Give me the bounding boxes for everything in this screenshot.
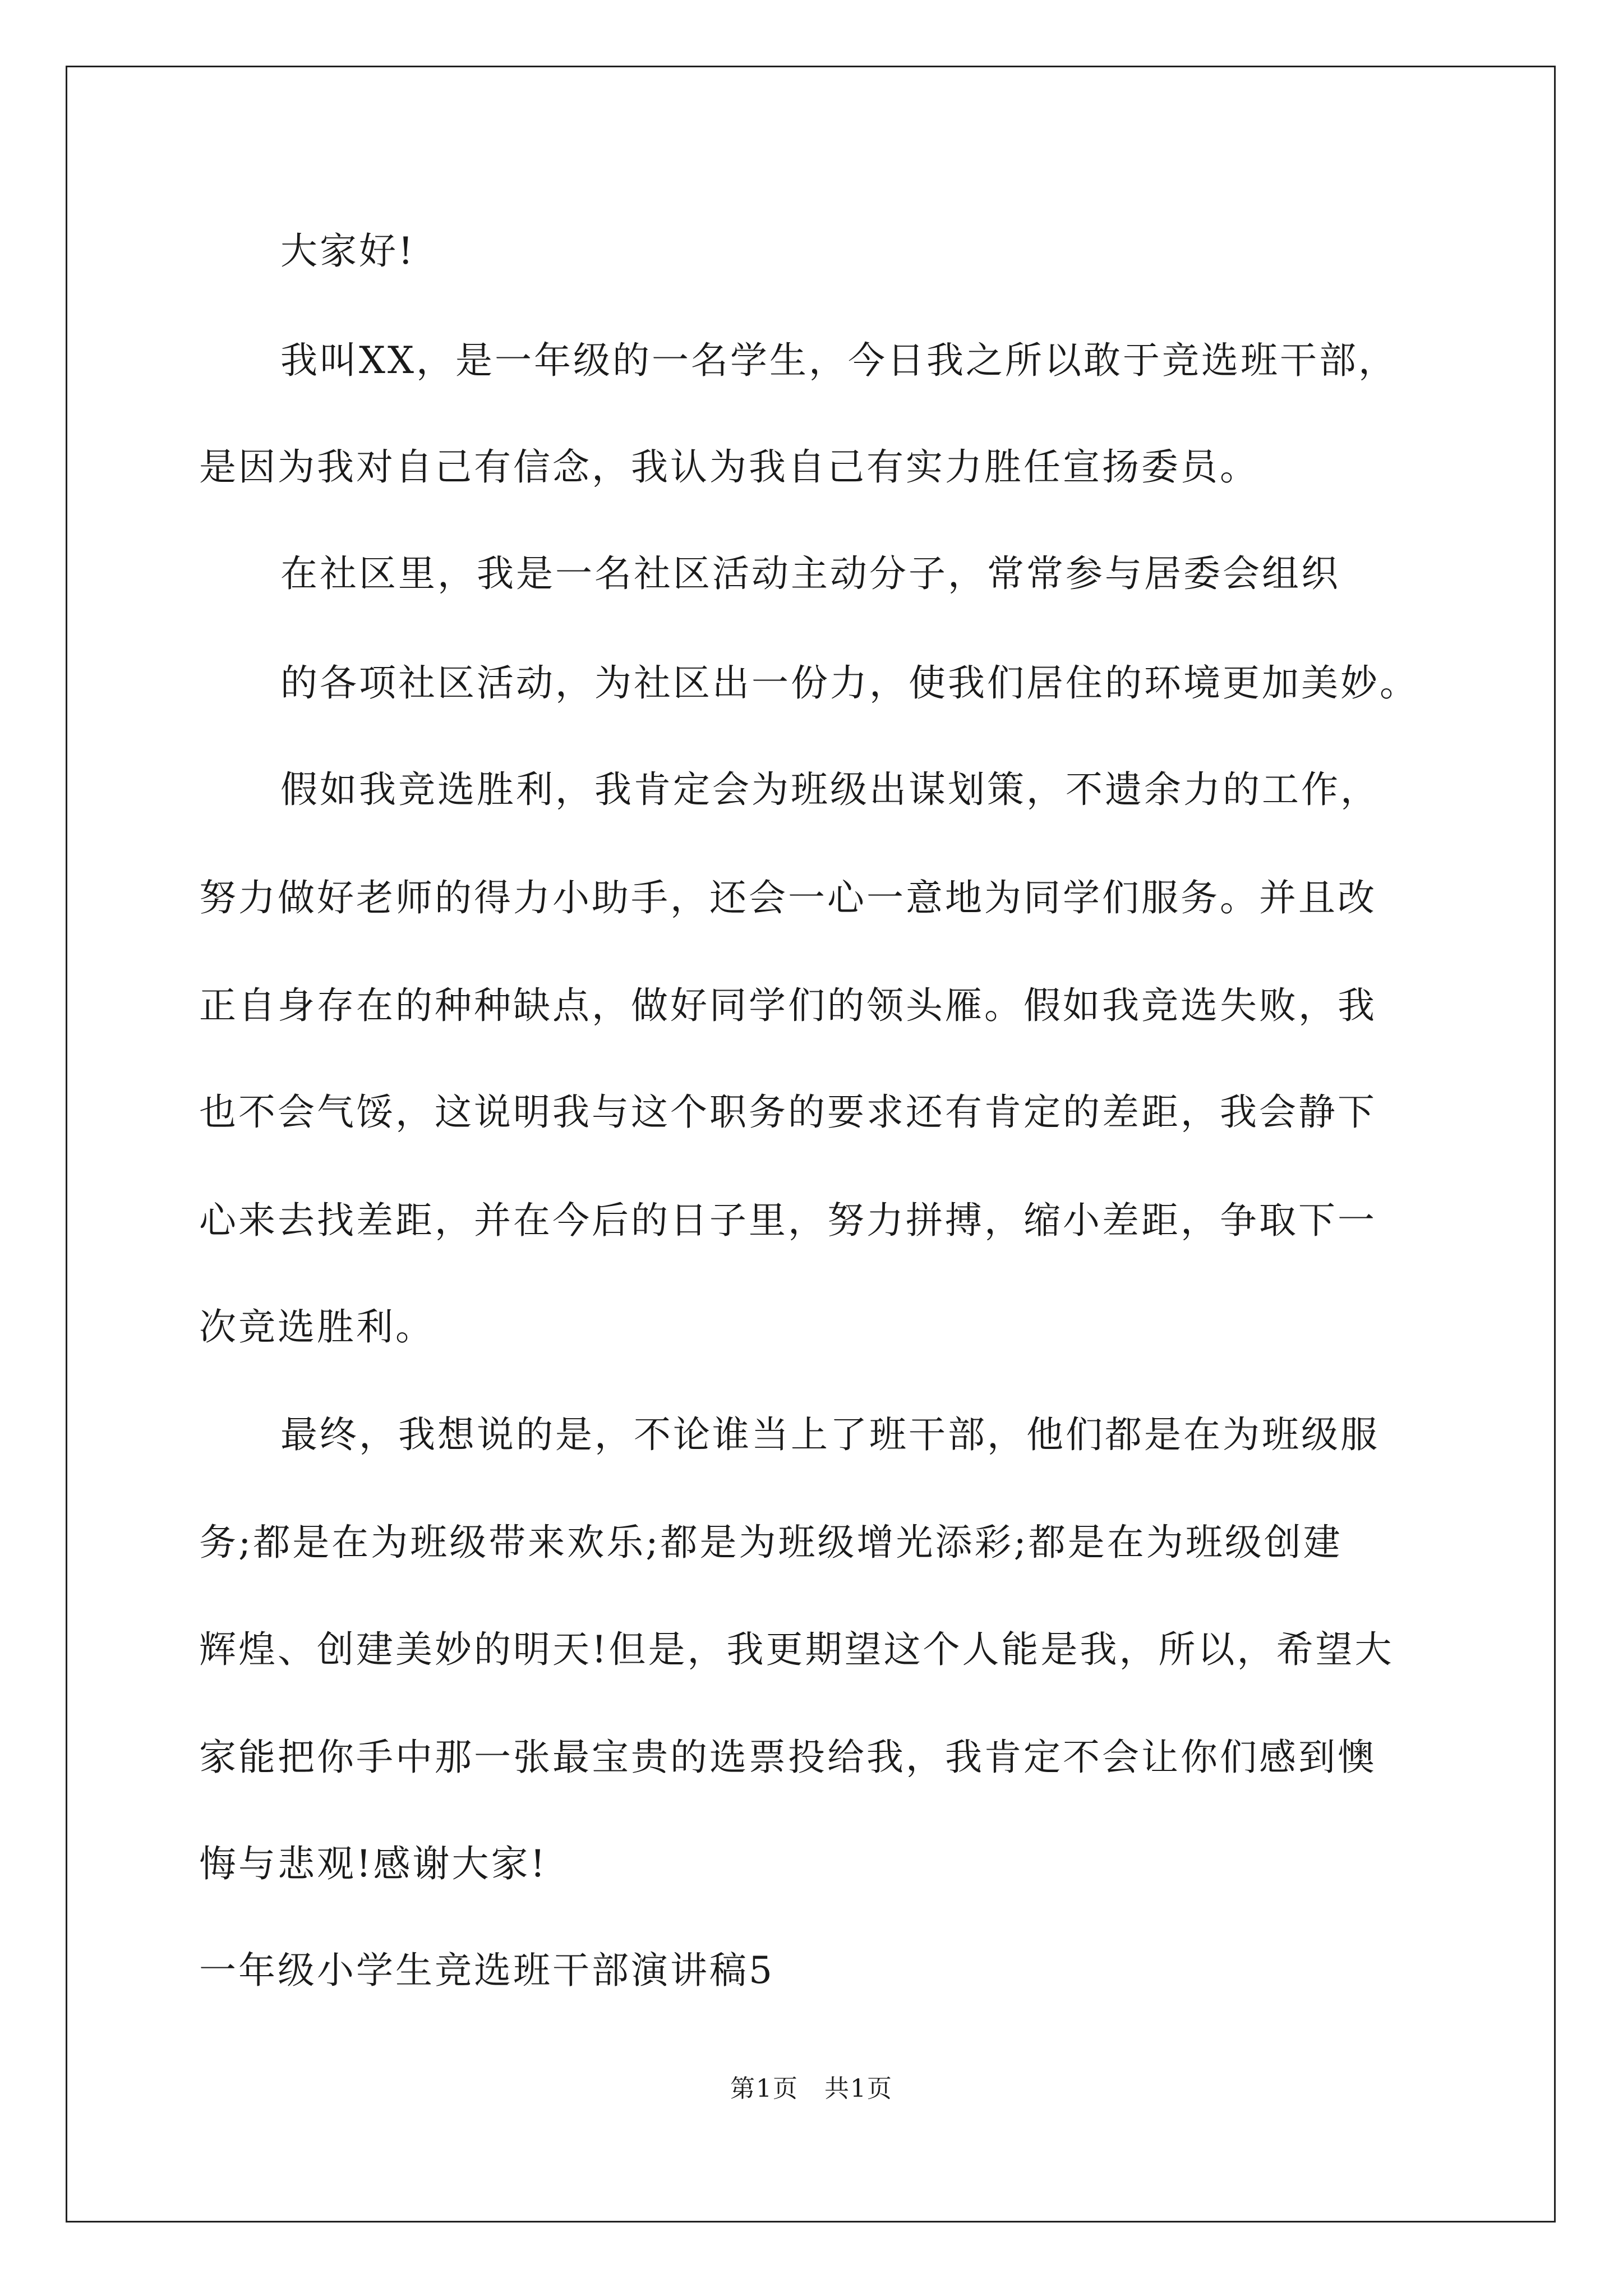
- page-number-footer: 第1页 共1页: [730, 2074, 893, 2103]
- paragraph-3-line-5: 心来去找差距，并在今后的日子里，努力拼搏，缩小差距，争取下一: [199, 1199, 1377, 1242]
- greeting-line: 大家好!: [280, 229, 416, 273]
- paragraph-4-line-2: 务;都是在为班级带来欢乐;都是为班级增光添彩;都是在为班级创建: [199, 1521, 1343, 1564]
- paragraph-3-line-6: 次竞选胜利。: [199, 1305, 435, 1349]
- paragraph-3-line-3: 正自身存在的种种缺点，做好同学们的领头雁。假如我竞选失败，我: [199, 984, 1377, 1027]
- paragraph-4-line-3: 辉煌、创建美妙的明天!但是，我更期望这个人能是我，所以，希望大: [199, 1628, 1394, 1671]
- paragraph-1-line-1: 我叫XX，是一年级的一名学生，今日我之所以敢于竞选班干部，: [280, 339, 1398, 382]
- next-section-title: 一年级小学生竞选班干部演讲稿5: [199, 1949, 774, 1992]
- paragraph-4-line-1: 最终，我想说的是，不论谁当上了班干部，他们都是在为班级服: [280, 1413, 1380, 1456]
- paragraph-2-line-2: 的各项社区活动，为社区出一份力，使我们居住的环境更加美妙。: [280, 661, 1419, 705]
- paragraph-4-line-4: 家能把你手中那一张最宝贵的选票投给我，我肯定不会让你们感到懊: [199, 1736, 1377, 1779]
- paragraph-3-line-1: 假如我竞选胜利，我肯定会为班级出谋划策，不遗余力的工作，: [280, 768, 1380, 811]
- paragraph-3-line-4: 也不会气馁，这说明我与这个职务的要求还有肯定的差距，我会静下: [199, 1091, 1377, 1134]
- paragraph-4-line-5: 悔与悲观!感谢大家!: [199, 1842, 548, 1885]
- paragraph-1-line-2: 是因为我对自己有信念，我认为我自己有实力胜任宣扬委员。: [199, 445, 1259, 489]
- paragraph-2-line-1: 在社区里，我是一名社区活动主动分子，常常参与居委会组织: [280, 552, 1340, 595]
- paragraph-3-line-2: 努力做好老师的得力小助手，还会一心一意地为同学们服务。并且改: [199, 876, 1377, 919]
- page-border: [66, 66, 1556, 2223]
